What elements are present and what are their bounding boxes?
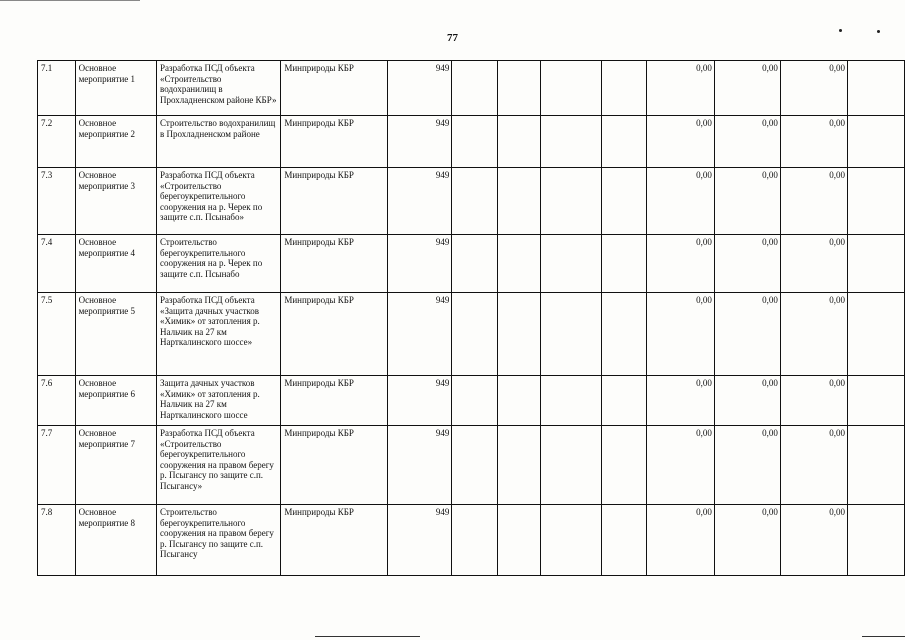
amount-cell: 0,00	[780, 376, 847, 426]
budget-code: 949	[388, 426, 452, 505]
scan-speck	[839, 29, 842, 32]
amount-cell: 0,00	[780, 116, 847, 168]
row-number: 7.6	[38, 376, 76, 426]
budget-code: 949	[388, 293, 452, 376]
table-row	[38, 293, 905, 376]
amount-cell: 0,00	[646, 426, 714, 505]
empty-cell	[847, 168, 904, 235]
table-row	[38, 168, 905, 235]
empty-cell	[497, 505, 540, 576]
event-description: Разработка ПСД объекта «Строительство берегоукрепительного сооружения на правом берегу р. Псыгансу по защите с.п. Псыгансу»	[157, 426, 281, 505]
row-number: 7.8	[38, 505, 76, 576]
empty-cell	[540, 116, 601, 168]
empty-cell	[601, 116, 646, 168]
row-number: 7.1	[38, 61, 76, 116]
table-body	[38, 61, 905, 576]
empty-cell	[452, 505, 497, 576]
empty-cell	[497, 235, 540, 293]
amount-cell: 0,00	[780, 293, 847, 376]
empty-cell	[847, 376, 904, 426]
amount-cell: 0,00	[714, 168, 780, 235]
event-description: Строительство берегоукрепительного сооружения на р. Черек по защите с.п. Псынабо	[157, 235, 281, 293]
amount-cell: 0,00	[646, 168, 714, 235]
empty-cell	[497, 376, 540, 426]
event-description: Защита дачных участков «Химик» от затопления р. Нальчик на 27 км Нарткалинского шоссе	[157, 376, 281, 426]
amount-cell: 0,00	[714, 235, 780, 293]
event-name: Основное мероприятие 4	[75, 235, 156, 293]
empty-cell	[497, 116, 540, 168]
amount-cell: 0,00	[714, 61, 780, 116]
event-name: Основное мероприятие 3	[75, 168, 156, 235]
amount-cell: 0,00	[780, 235, 847, 293]
row-number: 7.4	[38, 235, 76, 293]
empty-cell	[847, 116, 904, 168]
executor: Минприроды КБР	[281, 168, 388, 235]
amount-cell: 0,00	[714, 426, 780, 505]
budget-code: 949	[388, 116, 452, 168]
table-row	[38, 376, 905, 426]
executor: Минприроды КБР	[281, 376, 388, 426]
event-name: Основное мероприятие 6	[75, 376, 156, 426]
amount-cell: 0,00	[646, 376, 714, 426]
empty-cell	[847, 235, 904, 293]
empty-cell	[847, 61, 904, 116]
empty-cell	[452, 376, 497, 426]
empty-cell	[452, 61, 497, 116]
event-name: Основное мероприятие 8	[75, 505, 156, 576]
page-number: 77	[447, 32, 458, 44]
scan-artifact	[315, 636, 420, 637]
executor: Минприроды КБР	[281, 505, 388, 576]
empty-cell	[497, 293, 540, 376]
empty-cell	[601, 168, 646, 235]
executor: Минприроды КБР	[281, 235, 388, 293]
empty-cell	[540, 235, 601, 293]
empty-cell	[540, 376, 601, 426]
empty-cell	[847, 505, 904, 576]
executor: Минприроды КБР	[281, 293, 388, 376]
empty-cell	[452, 235, 497, 293]
amount-cell: 0,00	[714, 293, 780, 376]
event-name: Основное мероприятие 7	[75, 426, 156, 505]
table-row	[38, 505, 905, 576]
scan-artifact	[0, 0, 140, 1]
amount-cell: 0,00	[646, 61, 714, 116]
empty-cell	[540, 61, 601, 116]
empty-cell	[601, 235, 646, 293]
empty-cell	[601, 426, 646, 505]
event-description: Разработка ПСД объекта «Строительство водохранилищ в Прохладненском районе КБР»	[157, 61, 281, 116]
table-row	[38, 61, 905, 116]
scan-speck	[877, 30, 880, 33]
empty-cell	[497, 168, 540, 235]
amount-cell: 0,00	[646, 505, 714, 576]
amount-cell: 0,00	[646, 235, 714, 293]
executor: Минприроды КБР	[281, 426, 388, 505]
table-row	[38, 235, 905, 293]
empty-cell	[601, 61, 646, 116]
table-row	[38, 426, 905, 505]
event-description: Строительство берегоукрепительного сооружения на правом берегу р. Псыгансу по защите с.п. Псыгансу	[157, 505, 281, 576]
empty-cell	[847, 426, 904, 505]
empty-cell	[540, 505, 601, 576]
amount-cell: 0,00	[714, 116, 780, 168]
event-description: Строительство водохранилищ в Прохладненском районе	[157, 116, 281, 168]
scan-artifact	[862, 636, 905, 637]
empty-cell	[540, 426, 601, 505]
budget-table	[37, 60, 905, 576]
empty-cell	[452, 116, 497, 168]
empty-cell	[497, 61, 540, 116]
empty-cell	[452, 168, 497, 235]
executor: Минприроды КБР	[281, 116, 388, 168]
amount-cell: 0,00	[646, 116, 714, 168]
budget-code: 949	[388, 235, 452, 293]
budget-code: 949	[388, 505, 452, 576]
empty-cell	[497, 426, 540, 505]
executor: Минприроды КБР	[281, 61, 388, 116]
amount-cell: 0,00	[646, 293, 714, 376]
row-number: 7.7	[38, 426, 76, 505]
budget-code: 949	[388, 61, 452, 116]
amount-cell: 0,00	[780, 61, 847, 116]
budget-code: 949	[388, 168, 452, 235]
event-name: Основное мероприятие 1	[75, 61, 156, 116]
amount-cell: 0,00	[780, 168, 847, 235]
empty-cell	[452, 426, 497, 505]
event-description: Разработка ПСД объекта «Защита дачных участков «Химик» от затопления р. Нальчик на 27 км Нарткалинского шоссе»	[157, 293, 281, 376]
budget-code: 949	[388, 376, 452, 426]
empty-cell	[847, 293, 904, 376]
amount-cell: 0,00	[780, 426, 847, 505]
row-number: 7.2	[38, 116, 76, 168]
event-description: Разработка ПСД объекта «Строительство берегоукрепительного сооружения на р. Черек по защите с.п. Псынабо»	[157, 168, 281, 235]
event-name: Основное мероприятие 2	[75, 116, 156, 168]
empty-cell	[452, 293, 497, 376]
empty-cell	[540, 293, 601, 376]
empty-cell	[601, 376, 646, 426]
empty-cell	[601, 293, 646, 376]
row-number: 7.5	[38, 293, 76, 376]
empty-cell	[540, 168, 601, 235]
amount-cell: 0,00	[780, 505, 847, 576]
amount-cell: 0,00	[714, 505, 780, 576]
table-row	[38, 116, 905, 168]
row-number: 7.3	[38, 168, 76, 235]
empty-cell	[601, 505, 646, 576]
event-name: Основное мероприятие 5	[75, 293, 156, 376]
amount-cell: 0,00	[714, 376, 780, 426]
